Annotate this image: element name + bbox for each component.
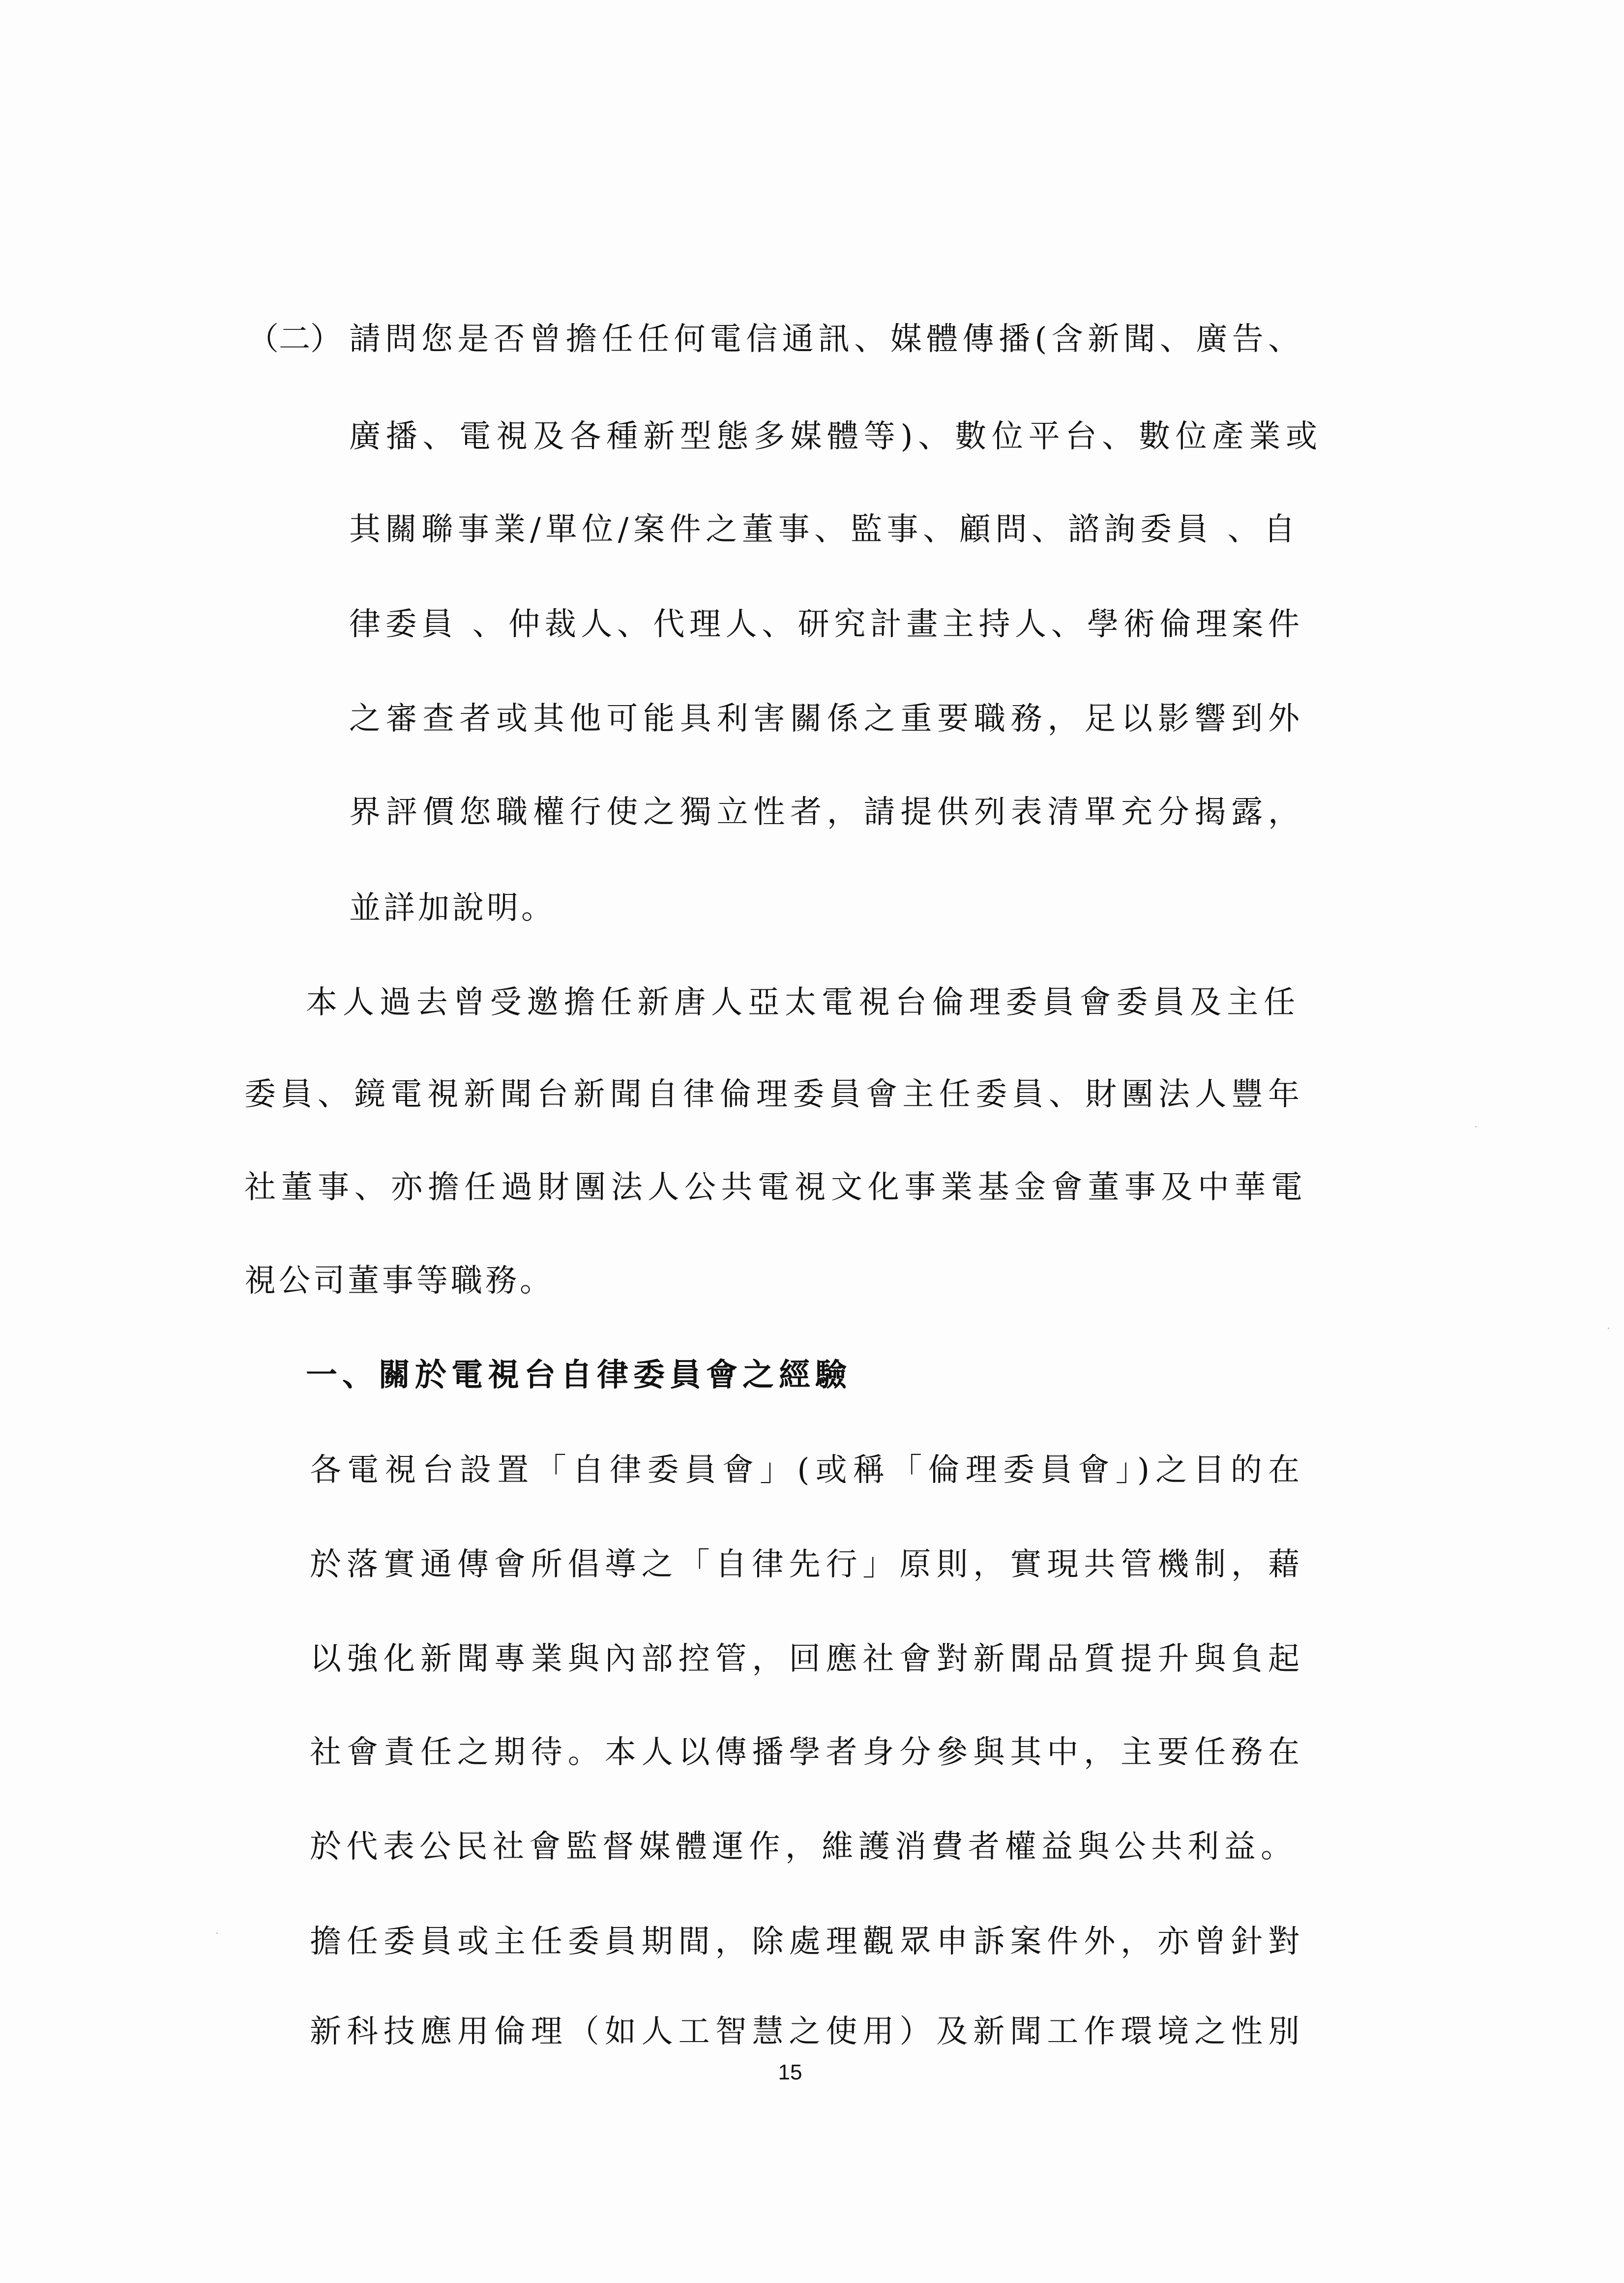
section-line: 社會責任之期待。本人以傳播學者身分參與其中，主要任務在 — [310, 1734, 1299, 1771]
section-heading: 一、關於電視台自律委員會之經驗 — [306, 1357, 852, 1394]
section-line: 各電視台設置「自律委員會」(或稱「倫理委員會」)之目的在 — [310, 1452, 1299, 1488]
question-line: 請問您是否曾擔任任何電信通訊、媒體傳播(含新聞、廣告、 — [349, 321, 1299, 357]
answer-line: 本人過去曾受邀擔任新唐人亞太電視台倫理委員會委員及主任 — [306, 984, 1295, 1021]
section-line: 新科技應用倫理（如人工智慧之使用）及新聞工作環境之性別 — [310, 2014, 1299, 2050]
section-line: 於落實通傳會所倡導之「自律先行」原則，實現共管機制，藉 — [310, 1546, 1299, 1583]
answer-line: 社董事、亦擔任過財團法人公共電視文化事業基金會董事及中華電 — [244, 1169, 1302, 1206]
question-line: 廣播、電視及各種新型態多媒體等)、數位平台、數位產業或 — [349, 418, 1317, 455]
answer-line: 委員、鏡電視新聞台新聞自律倫理委員會主任委員、財團法人豐年 — [244, 1076, 1299, 1113]
question-line: 界評價您職權行使之獨立性者，請提供列表清單充分揭露， — [349, 794, 1299, 830]
question-line: 律委員 、仲裁人、代理人、研究計畫主持人、學術倫理案件 — [349, 606, 1299, 643]
answer-line: 視公司董事等職務。 — [244, 1263, 554, 1299]
section-line: 以強化新聞專業與內部控管，回應社會對新聞品質提升與負起 — [310, 1641, 1299, 1677]
question-line: 之審查者或其他可能具利害關係之重要職務，足以影響到外 — [349, 701, 1299, 737]
page-number: 15 — [778, 2060, 802, 2084]
section-line: 擔任委員或主任委員期間，除處理觀眾申訴案件外，亦曾針對 — [310, 1924, 1299, 1960]
question-number: （二） — [247, 321, 342, 357]
scan-speck — [1608, 1328, 1609, 1329]
section-line: 於代表公民社會監督媒體運作，維護消費者權益與公共利益。 — [310, 1829, 1292, 1865]
scan-speck — [216, 1932, 218, 1934]
question-line: 並詳加說明。 — [349, 890, 556, 926]
question-line: 其關聯事業/單位/案件之董事、監事、顧問、諮詢委員 、自 — [349, 511, 1295, 548]
scan-speck — [1475, 1126, 1476, 1127]
